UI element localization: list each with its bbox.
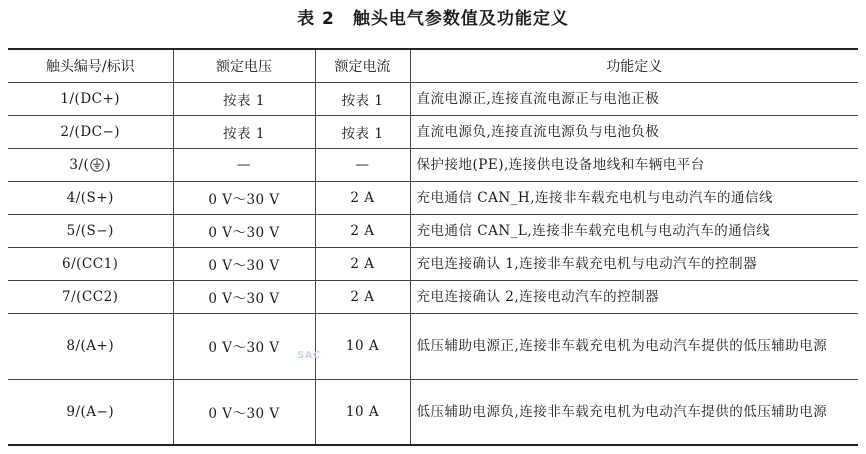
cell-function: 低压辅助电源负,连接非车载充电机为电动汽车提供的低压辅助电源 [410, 379, 858, 445]
cell-rated-current: — [315, 148, 410, 181]
cell-contact-id [8, 148, 173, 181]
cell-rated-current: 10 A [315, 313, 410, 379]
cell-rated-current: 2 A [315, 247, 410, 280]
cell-contact-id: 6/(CC1) [8, 247, 173, 280]
cell-rated-voltage: 0 V～30 V [173, 214, 315, 247]
table-number: 表 2 [297, 9, 335, 29]
cell-rated-current: 按表 1 [315, 82, 410, 115]
cell-function: 充电连接确认 2,连接电动汽车的控制器 [410, 280, 858, 313]
header-contact-id: 触头编号/标识 [8, 49, 173, 82]
cell-rated-current: 10 A [315, 379, 410, 445]
cell-rated-current: 2 A [315, 280, 410, 313]
table-row [8, 181, 858, 214]
table-row [8, 82, 858, 115]
table-row [8, 280, 858, 313]
cell-rated-voltage: 按表 1 [173, 82, 315, 115]
cell-contact-id: 5/(S−) [8, 214, 173, 247]
cell-contact-id: 4/(S+) [8, 181, 173, 214]
cell-rated-voltage: 0 V～30 V [173, 280, 315, 313]
table-title [0, 4, 866, 29]
contact-id-prefix: 3/( [69, 156, 90, 173]
cell-rated-current: 按表 1 [315, 115, 410, 148]
cell-function: 充电通信 CAN_H,连接非车载充电机与电动汽车的通信线 [410, 181, 858, 214]
cell-function: 直流电源负,连接直流电源负与电池负极 [410, 115, 858, 148]
table-header-row [8, 49, 858, 82]
cell-rated-current: 2 A [315, 181, 410, 214]
cell-rated-voltage: 0 V～30 V [173, 313, 315, 379]
cell-rated-voltage: 0 V～30 V [173, 379, 315, 445]
table-row [8, 313, 858, 379]
table-row [8, 148, 858, 181]
contact-id-suffix: ) [105, 156, 112, 173]
cell-rated-voltage: 0 V～30 V [173, 181, 315, 214]
header-function: 功能定义 [410, 49, 858, 82]
cell-function: 保护接地(PE),连接供电设备地线和车辆电平台 [410, 148, 858, 181]
cell-contact-id: 2/(DC−) [8, 115, 173, 148]
cell-contact-id: 9/(A−) [8, 379, 173, 445]
table-row [8, 115, 858, 148]
cell-function: 直流电源正,连接直流电源正与电池正极 [410, 82, 858, 115]
cell-contact-id: 8/(A+) [8, 313, 173, 379]
cell-function: 充电通信 CAN_L,连接非车载充电机与电动汽车的通信线 [410, 214, 858, 247]
cell-function: 低压辅助电源正,连接非车载充电机为电动汽车提供的低压辅助电源 [410, 313, 858, 379]
cell-rated-voltage: — [173, 148, 315, 181]
cell-contact-id: 1/(DC+) [8, 82, 173, 115]
cell-function: 充电连接确认 1,连接非车载充电机与电动汽车的控制器 [410, 247, 858, 280]
header-rated-voltage: 额定电压 [173, 49, 315, 82]
contact-parameter-table [8, 48, 858, 446]
cell-rated-voltage: 0 V～30 V [173, 247, 315, 280]
cell-rated-voltage: 按表 1 [173, 115, 315, 148]
table-caption: 触头电气参数值及功能定义 [352, 9, 569, 29]
cell-contact-id: 7/(CC2) [8, 280, 173, 313]
ground-symbol-icon [90, 158, 104, 172]
watermark-logo: SAC [297, 350, 321, 361]
table-row [8, 379, 858, 445]
header-rated-current: 额定电流 [315, 49, 410, 82]
table-row [8, 214, 858, 247]
table-row [8, 247, 858, 280]
cell-rated-current: 2 A [315, 214, 410, 247]
